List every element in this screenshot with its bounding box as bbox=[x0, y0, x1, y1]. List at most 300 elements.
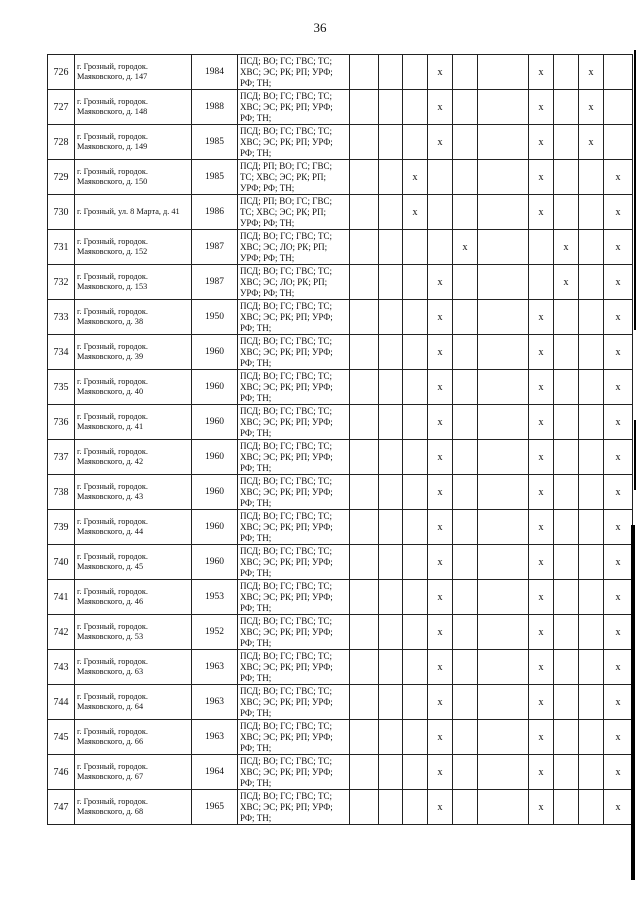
year-built-cell: 1960 bbox=[192, 440, 238, 475]
empty-cell bbox=[350, 335, 379, 370]
address-cell: г. Грозный, городок. Маяковского, д. 42 bbox=[75, 440, 192, 475]
mark-cell: x bbox=[604, 650, 633, 685]
mark-cell bbox=[379, 125, 403, 160]
table-row bbox=[48, 615, 633, 650]
year-built-cell: 1965 bbox=[192, 790, 238, 825]
row-number-cell: 727 bbox=[48, 90, 75, 125]
table-row bbox=[48, 55, 633, 90]
table-row bbox=[48, 475, 633, 510]
year-built-cell: 1963 bbox=[192, 720, 238, 755]
table-row bbox=[48, 720, 633, 755]
mark-cell bbox=[478, 755, 529, 790]
mark-cell: x bbox=[604, 265, 633, 300]
mark-cell bbox=[478, 90, 529, 125]
mark-cell bbox=[604, 90, 633, 125]
mark-cell bbox=[453, 650, 478, 685]
mark-cell: x bbox=[428, 265, 453, 300]
row-number-cell: 729 bbox=[48, 160, 75, 195]
mark-cell: x bbox=[529, 650, 554, 685]
mark-cell bbox=[453, 615, 478, 650]
mark-cell bbox=[579, 300, 604, 335]
mark-cell bbox=[478, 790, 529, 825]
mark-cell: x bbox=[604, 335, 633, 370]
mark-cell bbox=[379, 230, 403, 265]
address-cell: г. Грозный, городок. Маяковского, д. 46 bbox=[75, 580, 192, 615]
mark-cell: x bbox=[529, 440, 554, 475]
mark-cell bbox=[554, 125, 579, 160]
work-types-cell: ПСД; ВО; ГС; ГВС; ТС; ХВС; ЭС; ЛО; РК; РП; УРФ; РФ; ТН; bbox=[238, 230, 350, 265]
mark-cell bbox=[379, 545, 403, 580]
mark-cell bbox=[403, 545, 428, 580]
year-built-cell: 1987 bbox=[192, 265, 238, 300]
scan-edge-mark bbox=[634, 420, 636, 490]
mark-cell bbox=[379, 580, 403, 615]
mark-cell bbox=[579, 615, 604, 650]
work-types-cell: ПСД; ВО; ГС; ГВС; ТС; ХВС; ЭС; РК; РП; УРФ; РФ; ТН; bbox=[238, 615, 350, 650]
work-types-cell: ПСД; РП; ВО; ГС; ГВС; ТС; ХВС; ЭС; РК; РП; УРФ; РФ; ТН; bbox=[238, 195, 350, 230]
mark-cell bbox=[478, 405, 529, 440]
year-built-cell: 1952 bbox=[192, 615, 238, 650]
mark-cell bbox=[478, 510, 529, 545]
work-types-cell: ПСД; ВО; ГС; ГВС; ТС; ХВС; ЭС; РК; РП; УРФ; РФ; ТН; bbox=[238, 125, 350, 160]
empty-cell bbox=[350, 545, 379, 580]
table-row bbox=[48, 90, 633, 125]
mark-cell bbox=[478, 55, 529, 90]
mark-cell: x bbox=[428, 90, 453, 125]
empty-cell bbox=[350, 510, 379, 545]
work-types-cell: ПСД; РП; ВО; ГС; ГВС; ТС; ХВС; ЭС; РК; РП; УРФ; РФ; ТН; bbox=[238, 160, 350, 195]
row-number-cell: 747 bbox=[48, 790, 75, 825]
address-cell: г. Грозный, городок. Маяковского, д. 153 bbox=[75, 265, 192, 300]
mark-cell bbox=[529, 265, 554, 300]
mark-cell bbox=[554, 370, 579, 405]
mark-cell bbox=[379, 650, 403, 685]
mark-cell bbox=[403, 90, 428, 125]
table-row bbox=[48, 685, 633, 720]
mark-cell: x bbox=[428, 685, 453, 720]
year-built-cell: 1960 bbox=[192, 510, 238, 545]
mark-cell bbox=[453, 265, 478, 300]
mark-cell: x bbox=[529, 790, 554, 825]
mark-cell bbox=[403, 265, 428, 300]
mark-cell bbox=[554, 405, 579, 440]
mark-cell bbox=[379, 90, 403, 125]
mark-cell: x bbox=[428, 370, 453, 405]
row-number-cell: 737 bbox=[48, 440, 75, 475]
mark-cell bbox=[379, 335, 403, 370]
mark-cell: x bbox=[529, 580, 554, 615]
table-row bbox=[48, 440, 633, 475]
mark-cell bbox=[453, 755, 478, 790]
mark-cell bbox=[379, 370, 403, 405]
mark-cell bbox=[579, 720, 604, 755]
mark-cell bbox=[554, 475, 579, 510]
row-number-cell: 745 bbox=[48, 720, 75, 755]
address-cell: г. Грозный, городок. Маяковского, д. 152 bbox=[75, 230, 192, 265]
work-types-cell: ПСД; ВО; ГС; ГВС; ТС; ХВС; ЭС; РК; РП; УРФ; РФ; ТН; bbox=[238, 335, 350, 370]
work-types-cell: ПСД; ВО; ГС; ГВС; ТС; ХВС; ЭС; РК; РП; УРФ; РФ; ТН; bbox=[238, 720, 350, 755]
year-built-cell: 1960 bbox=[192, 475, 238, 510]
mark-cell bbox=[478, 545, 529, 580]
empty-cell bbox=[350, 160, 379, 195]
mark-cell: x bbox=[428, 720, 453, 755]
table-row bbox=[48, 545, 633, 580]
mark-cell: x bbox=[428, 55, 453, 90]
mark-cell: x bbox=[403, 195, 428, 230]
mark-cell bbox=[379, 195, 403, 230]
address-cell: г. Грозный, городок. Маяковского, д. 148 bbox=[75, 90, 192, 125]
table-row bbox=[48, 755, 633, 790]
mark-cell: x bbox=[604, 580, 633, 615]
address-cell: г. Грозный, городок. Маяковского, д. 149 bbox=[75, 125, 192, 160]
mark-cell bbox=[529, 230, 554, 265]
mark-cell bbox=[579, 755, 604, 790]
mark-cell: x bbox=[428, 300, 453, 335]
mark-cell bbox=[379, 720, 403, 755]
mark-cell: x bbox=[428, 755, 453, 790]
empty-cell bbox=[350, 55, 379, 90]
mark-cell: x bbox=[529, 755, 554, 790]
table-row bbox=[48, 195, 633, 230]
mark-cell bbox=[403, 335, 428, 370]
address-cell: г. Грозный, городок. Маяковского, д. 150 bbox=[75, 160, 192, 195]
mark-cell: x bbox=[604, 440, 633, 475]
mark-cell bbox=[554, 720, 579, 755]
mark-cell bbox=[554, 545, 579, 580]
mark-cell: x bbox=[529, 405, 554, 440]
work-types-cell: ПСД; ВО; ГС; ГВС; ТС; ХВС; ЭС; РК; РП; УРФ; РФ; ТН; bbox=[238, 300, 350, 335]
work-types-cell: ПСД; ВО; ГС; ГВС; ТС; ХВС; ЭС; РК; РП; УРФ; РФ; ТН; bbox=[238, 510, 350, 545]
address-cell: г. Грозный, городок. Маяковского, д. 68 bbox=[75, 790, 192, 825]
scan-edge-mark bbox=[634, 50, 636, 330]
mark-cell bbox=[403, 230, 428, 265]
empty-cell bbox=[350, 790, 379, 825]
address-cell: г. Грозный, городок. Маяковского, д. 66 bbox=[75, 720, 192, 755]
row-number-cell: 726 bbox=[48, 55, 75, 90]
work-types-cell: ПСД; ВО; ГС; ГВС; ТС; ХВС; ЭС; РК; РП; УРФ; РФ; ТН; bbox=[238, 475, 350, 510]
mark-cell bbox=[579, 475, 604, 510]
mark-cell: x bbox=[403, 160, 428, 195]
address-cell: г. Грозный, городок. Маяковского, д. 39 bbox=[75, 335, 192, 370]
page-number: 36 bbox=[313, 20, 327, 35]
mark-cell: x bbox=[604, 510, 633, 545]
mark-cell: x bbox=[604, 300, 633, 335]
mark-cell bbox=[453, 125, 478, 160]
year-built-cell: 1963 bbox=[192, 650, 238, 685]
mark-cell bbox=[453, 720, 478, 755]
empty-cell bbox=[350, 475, 379, 510]
mark-cell: x bbox=[604, 195, 633, 230]
table-row bbox=[48, 370, 633, 405]
mark-cell bbox=[403, 125, 428, 160]
address-cell: г. Грозный, городок. Маяковского, д. 38 bbox=[75, 300, 192, 335]
year-built-cell: 1950 bbox=[192, 300, 238, 335]
mark-cell: x bbox=[604, 685, 633, 720]
work-types-cell: ПСД; ВО; ГС; ГВС; ТС; ХВС; ЭС; РК; РП; УРФ; РФ; ТН; bbox=[238, 790, 350, 825]
mark-cell bbox=[579, 370, 604, 405]
mark-cell: x bbox=[604, 755, 633, 790]
mark-cell bbox=[428, 195, 453, 230]
year-built-cell: 1960 bbox=[192, 545, 238, 580]
empty-cell bbox=[350, 685, 379, 720]
address-cell: г. Грозный, городок. Маяковского, д. 147 bbox=[75, 55, 192, 90]
work-types-cell: ПСД; ВО; ГС; ГВС; ТС; ХВС; ЭС; РК; РП; УРФ; РФ; ТН; bbox=[238, 545, 350, 580]
mark-cell: x bbox=[529, 300, 554, 335]
empty-cell bbox=[350, 405, 379, 440]
mark-cell: x bbox=[529, 195, 554, 230]
mark-cell bbox=[579, 685, 604, 720]
mark-cell: x bbox=[604, 545, 633, 580]
mark-cell bbox=[453, 195, 478, 230]
year-built-cell: 1986 bbox=[192, 195, 238, 230]
mark-cell bbox=[478, 195, 529, 230]
mark-cell bbox=[478, 720, 529, 755]
work-types-cell: ПСД; ВО; ГС; ГВС; ТС; ХВС; ЭС; РК; РП; УРФ; РФ; ТН; bbox=[238, 370, 350, 405]
mark-cell bbox=[403, 510, 428, 545]
mark-cell bbox=[379, 265, 403, 300]
mark-cell: x bbox=[579, 55, 604, 90]
row-number-cell: 743 bbox=[48, 650, 75, 685]
mark-cell: x bbox=[529, 545, 554, 580]
work-types-cell: ПСД; ВО; ГС; ГВС; ТС; ХВС; ЭС; РК; РП; УРФ; РФ; ТН; bbox=[238, 440, 350, 475]
mark-cell: x bbox=[529, 55, 554, 90]
work-types-cell: ПСД; ВО; ГС; ГВС; ТС; ХВС; ЭС; ЛО; РК; РП; УРФ; РФ; ТН; bbox=[238, 265, 350, 300]
empty-cell bbox=[350, 370, 379, 405]
mark-cell bbox=[428, 160, 453, 195]
mark-cell: x bbox=[428, 615, 453, 650]
row-number-cell: 744 bbox=[48, 685, 75, 720]
mark-cell bbox=[403, 685, 428, 720]
mark-cell bbox=[478, 125, 529, 160]
year-built-cell: 1987 bbox=[192, 230, 238, 265]
mark-cell: x bbox=[604, 615, 633, 650]
mark-cell bbox=[554, 55, 579, 90]
mark-cell bbox=[379, 160, 403, 195]
mark-cell bbox=[579, 510, 604, 545]
mark-cell: x bbox=[529, 90, 554, 125]
mark-cell: x bbox=[428, 125, 453, 160]
mark-cell bbox=[428, 230, 453, 265]
table-row bbox=[48, 580, 633, 615]
year-built-cell: 1984 bbox=[192, 55, 238, 90]
table-row bbox=[48, 125, 633, 160]
mark-cell bbox=[554, 90, 579, 125]
year-built-cell: 1960 bbox=[192, 335, 238, 370]
work-types-cell: ПСД; ВО; ГС; ГВС; ТС; ХВС; ЭС; РК; РП; УРФ; РФ; ТН; bbox=[238, 405, 350, 440]
year-built-cell: 1953 bbox=[192, 580, 238, 615]
work-types-cell: ПСД; ВО; ГС; ГВС; ТС; ХВС; ЭС; РК; РП; УРФ; РФ; ТН; bbox=[238, 650, 350, 685]
mark-cell bbox=[478, 335, 529, 370]
empty-cell bbox=[350, 125, 379, 160]
mark-cell bbox=[453, 790, 478, 825]
mark-cell bbox=[554, 685, 579, 720]
mark-cell bbox=[403, 790, 428, 825]
row-number-cell: 740 bbox=[48, 545, 75, 580]
row-number-cell: 738 bbox=[48, 475, 75, 510]
empty-cell bbox=[350, 265, 379, 300]
empty-cell bbox=[350, 580, 379, 615]
mark-cell: x bbox=[604, 790, 633, 825]
mark-cell: x bbox=[529, 720, 554, 755]
mark-cell: x bbox=[529, 685, 554, 720]
address-cell: г. Грозный, городок. Маяковского, д. 44 bbox=[75, 510, 192, 545]
mark-cell: x bbox=[428, 580, 453, 615]
mark-cell bbox=[453, 580, 478, 615]
mark-cell bbox=[379, 405, 403, 440]
mark-cell: x bbox=[529, 475, 554, 510]
mark-cell bbox=[478, 265, 529, 300]
mark-cell bbox=[403, 615, 428, 650]
mark-cell bbox=[403, 720, 428, 755]
row-number-cell: 735 bbox=[48, 370, 75, 405]
mark-cell bbox=[478, 580, 529, 615]
mark-cell bbox=[554, 300, 579, 335]
work-types-cell: ПСД; ВО; ГС; ГВС; ТС; ХВС; ЭС; РК; РП; УРФ; РФ; ТН; bbox=[238, 755, 350, 790]
row-number-cell: 746 bbox=[48, 755, 75, 790]
mark-cell bbox=[453, 55, 478, 90]
mark-cell bbox=[579, 195, 604, 230]
address-cell: г. Грозный, городок. Маяковского, д. 40 bbox=[75, 370, 192, 405]
mark-cell bbox=[379, 510, 403, 545]
address-cell: г. Грозный, городок. Маяковского, д. 67 bbox=[75, 755, 192, 790]
mark-cell bbox=[579, 580, 604, 615]
empty-cell bbox=[350, 720, 379, 755]
mark-cell: x bbox=[604, 720, 633, 755]
mark-cell bbox=[478, 440, 529, 475]
address-cell: г. Грозный, городок. Маяковского, д. 45 bbox=[75, 545, 192, 580]
mark-cell bbox=[453, 440, 478, 475]
mark-cell bbox=[379, 615, 403, 650]
mark-cell: x bbox=[579, 125, 604, 160]
mark-cell bbox=[579, 335, 604, 370]
address-cell: г. Грозный, ул. 8 Марта, д. 41 bbox=[75, 195, 192, 230]
year-built-cell: 1985 bbox=[192, 160, 238, 195]
mark-cell bbox=[403, 440, 428, 475]
empty-cell bbox=[350, 650, 379, 685]
mark-cell: x bbox=[554, 265, 579, 300]
mark-cell bbox=[554, 615, 579, 650]
empty-cell bbox=[350, 300, 379, 335]
empty-cell bbox=[350, 195, 379, 230]
mark-cell bbox=[453, 335, 478, 370]
row-number-cell: 741 bbox=[48, 580, 75, 615]
work-types-cell: ПСД; ВО; ГС; ГВС; ТС; ХВС; ЭС; РК; РП; УРФ; РФ; ТН; bbox=[238, 55, 350, 90]
address-cell: г. Грозный, городок. Маяковского, д. 64 bbox=[75, 685, 192, 720]
row-number-cell: 739 bbox=[48, 510, 75, 545]
empty-cell bbox=[350, 755, 379, 790]
mark-cell: x bbox=[428, 650, 453, 685]
mark-cell: x bbox=[529, 160, 554, 195]
table-row bbox=[48, 160, 633, 195]
mark-cell: x bbox=[428, 405, 453, 440]
row-number-cell: 733 bbox=[48, 300, 75, 335]
row-number-cell: 736 bbox=[48, 405, 75, 440]
mark-cell bbox=[453, 685, 478, 720]
table-row bbox=[48, 405, 633, 440]
mark-cell bbox=[379, 685, 403, 720]
mark-cell bbox=[453, 510, 478, 545]
row-number-cell: 742 bbox=[48, 615, 75, 650]
table-row bbox=[48, 265, 633, 300]
mark-cell bbox=[478, 300, 529, 335]
mark-cell: x bbox=[428, 440, 453, 475]
mark-cell bbox=[604, 125, 633, 160]
mark-cell bbox=[554, 755, 579, 790]
mark-cell bbox=[403, 55, 428, 90]
mark-cell: x bbox=[529, 615, 554, 650]
mark-cell bbox=[579, 230, 604, 265]
mark-cell bbox=[579, 405, 604, 440]
mark-cell: x bbox=[604, 160, 633, 195]
year-built-cell: 1964 bbox=[192, 755, 238, 790]
mark-cell bbox=[579, 790, 604, 825]
mark-cell: x bbox=[428, 335, 453, 370]
empty-cell bbox=[350, 615, 379, 650]
mark-cell bbox=[554, 160, 579, 195]
mark-cell bbox=[579, 160, 604, 195]
mark-cell bbox=[554, 440, 579, 475]
table-row bbox=[48, 790, 633, 825]
row-number-cell: 734 bbox=[48, 335, 75, 370]
mark-cell bbox=[379, 440, 403, 475]
table-row bbox=[48, 335, 633, 370]
mark-cell: x bbox=[604, 370, 633, 405]
mark-cell: x bbox=[579, 90, 604, 125]
mark-cell bbox=[453, 405, 478, 440]
mark-cell: x bbox=[529, 335, 554, 370]
mark-cell bbox=[478, 650, 529, 685]
mark-cell: x bbox=[428, 545, 453, 580]
mark-cell bbox=[403, 370, 428, 405]
mark-cell bbox=[403, 755, 428, 790]
mark-cell bbox=[403, 580, 428, 615]
mark-cell bbox=[478, 370, 529, 405]
mark-cell: x bbox=[604, 405, 633, 440]
mark-cell bbox=[379, 475, 403, 510]
mark-cell bbox=[379, 755, 403, 790]
mark-cell bbox=[403, 650, 428, 685]
mark-cell: x bbox=[453, 230, 478, 265]
mark-cell bbox=[403, 475, 428, 510]
year-built-cell: 1960 bbox=[192, 370, 238, 405]
mark-cell bbox=[453, 160, 478, 195]
mark-cell bbox=[604, 55, 633, 90]
mark-cell bbox=[379, 790, 403, 825]
address-cell: г. Грозный, городок. Маяковского, д. 53 bbox=[75, 615, 192, 650]
mark-cell bbox=[453, 370, 478, 405]
mark-cell bbox=[478, 475, 529, 510]
year-built-cell: 1960 bbox=[192, 405, 238, 440]
table-row bbox=[48, 300, 633, 335]
mark-cell bbox=[579, 545, 604, 580]
mark-cell: x bbox=[529, 510, 554, 545]
work-types-cell: ПСД; ВО; ГС; ГВС; ТС; ХВС; ЭС; РК; РП; УРФ; РФ; ТН; bbox=[238, 685, 350, 720]
mark-cell bbox=[478, 160, 529, 195]
mark-cell: x bbox=[604, 230, 633, 265]
mark-cell bbox=[478, 230, 529, 265]
row-number-cell: 731 bbox=[48, 230, 75, 265]
address-cell: г. Грозный, городок. Маяковского, д. 63 bbox=[75, 650, 192, 685]
empty-cell bbox=[350, 90, 379, 125]
mark-cell: x bbox=[529, 370, 554, 405]
mark-cell bbox=[379, 300, 403, 335]
table-row bbox=[48, 230, 633, 265]
mark-cell: x bbox=[428, 790, 453, 825]
mark-cell bbox=[554, 335, 579, 370]
mark-cell bbox=[379, 55, 403, 90]
mark-cell bbox=[478, 615, 529, 650]
mark-cell bbox=[579, 265, 604, 300]
